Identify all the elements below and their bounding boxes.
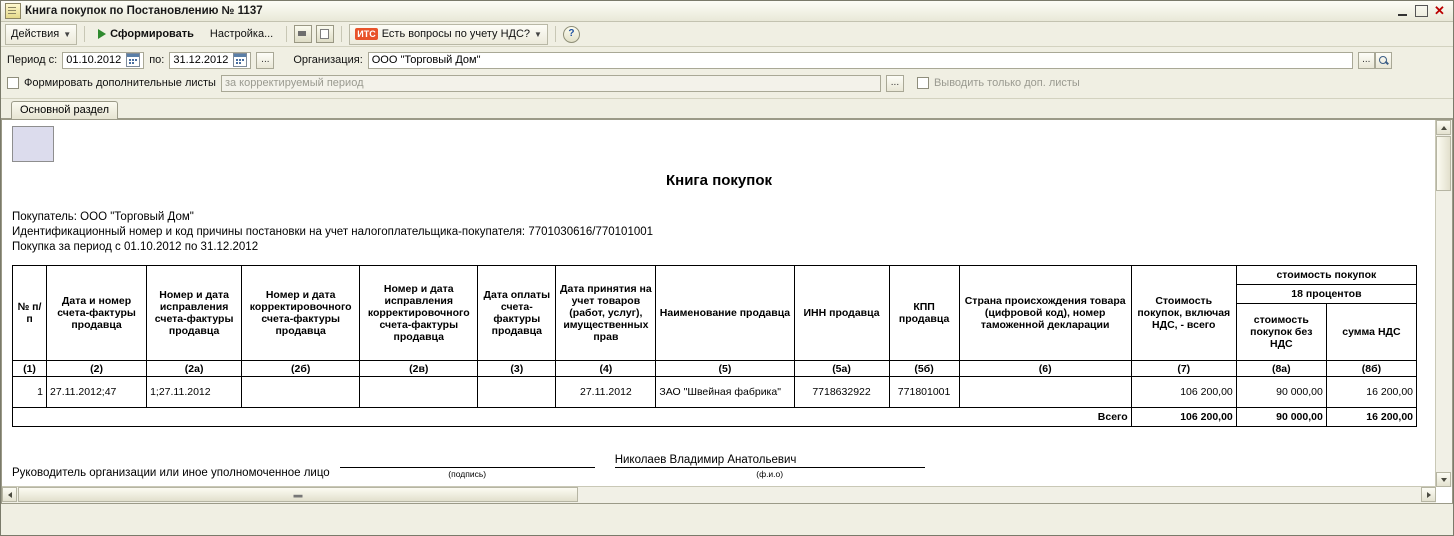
signature-label: Руководитель организации или иное уполномоченное лицо (12, 467, 330, 479)
period-select-button[interactable]: ... (256, 52, 274, 69)
signer-name: Николаев Владимир Анатольевич (614, 454, 797, 466)
buyer-line: Покупатель: ООО "Торговый Дом" (12, 211, 194, 223)
cell-vat: 16 200,00 (1326, 377, 1416, 408)
cell-num: 1 (13, 377, 47, 408)
inn-kpp-line: Идентификационный номер и код причины постановки на учет налогоплательщика-покупателя: 7701030616/770101001 (12, 226, 654, 238)
report-canvas[interactable] (2, 120, 1436, 487)
total-label: Всего (13, 408, 1132, 427)
organization-buttons (1358, 52, 1392, 69)
organization-input[interactable] (368, 52, 1353, 69)
selected-cell[interactable] (12, 126, 54, 162)
organization-value: ООО "Торговый Дом" (371, 54, 481, 66)
horizontal-scroll-thumb[interactable] (18, 487, 578, 502)
settings-label: Настройка... (209, 28, 274, 40)
total-without-vat: 90 000,00 (1236, 408, 1326, 427)
settings-button[interactable] (204, 24, 279, 45)
tab-main-section-label: Основной раздел (20, 104, 109, 116)
organization-label: Организация: (293, 54, 363, 66)
header-purchase-cost-group: стоимость покупок (1236, 266, 1416, 285)
period-row (7, 50, 1447, 70)
main-toolbar (1, 22, 1453, 47)
column-numbers-row (13, 361, 1417, 377)
colnum-6: (6) (959, 361, 1131, 377)
generate-button[interactable] (92, 24, 200, 45)
scroll-up-button[interactable] (1436, 120, 1451, 135)
generate-label: Сформировать (110, 28, 194, 40)
actions-menu-label: Действия (11, 28, 60, 40)
help-icon[interactable]: ? (563, 26, 580, 43)
table-header-row (13, 266, 1417, 285)
vertical-scroll-thumb[interactable] (1436, 136, 1451, 191)
minimize-button[interactable] (1397, 5, 1410, 18)
corrected-period-input[interactable] (221, 75, 881, 92)
extra-sheets-label: Формировать дополнительные листы (24, 77, 216, 89)
header-accept-date: Дата принятия на учет товаров (работ, услуг), имущественных прав (556, 266, 656, 361)
colnum-2b: (2б) (242, 361, 360, 377)
signature-row (12, 453, 1426, 479)
print-preview-icon[interactable] (316, 25, 334, 43)
header-payment-date: Дата оплаты счета-фактуры продавца (478, 266, 556, 361)
signature-line (340, 453, 595, 468)
header-country: Страна происхождения товара (цифровой код), номер таможенной декларации (959, 266, 1131, 361)
scroll-right-arrow-icon (1427, 492, 1431, 498)
title-bar (1, 1, 1453, 22)
toolbar-separator (84, 26, 85, 42)
colnum-2v: (2в) (360, 361, 478, 377)
window-controls (1397, 2, 1451, 18)
header-num: № п/п (13, 266, 47, 361)
only-extra-sheets-label: Выводить только доп. листы (933, 77, 1080, 89)
window-title: Книга покупок по Постановлению № 1137 (25, 5, 263, 17)
period-from-value: 01.10.2012 (66, 54, 122, 66)
cell-corrective-correction (360, 377, 478, 408)
cell-country (959, 377, 1131, 408)
colnum-7: (7) (1131, 361, 1236, 377)
chevron-down-icon: ▼ (63, 29, 72, 39)
its-badge: ИТС (357, 29, 376, 39)
printer-icon[interactable] (294, 25, 312, 43)
header-corrective-invoice: Номер и дата корректировочного счета-фактуры продавца (242, 266, 360, 361)
signer-line (615, 453, 925, 468)
play-icon (98, 29, 106, 39)
cell-kpp: 771801001 (889, 377, 959, 408)
its-label: Есть вопросы по учету НДС? (381, 28, 531, 40)
cell-seller: ЗАО "Швейная фабрика" (656, 377, 794, 408)
header-inn: ИНН продавца (794, 266, 889, 361)
report-title: Книга покупок (666, 172, 772, 189)
period-line: Покупка за период с 01.10.2012 по 31.12.2012 (12, 241, 259, 253)
colnum-5: (5) (656, 361, 794, 377)
colnum-5b: (5б) (889, 361, 959, 377)
cell-invoice: 27.11.2012;47 (47, 377, 147, 408)
cell-payment-date (478, 377, 556, 408)
extra-sheets-row (7, 73, 1447, 93)
scroll-left-arrow-icon (8, 492, 12, 498)
organization-select-button[interactable]: ... (1358, 52, 1375, 69)
cell-total-with-vat: 106 200,00 (1131, 377, 1236, 408)
signer-field (605, 453, 935, 479)
cell-without-vat: 90 000,00 (1236, 377, 1326, 408)
header-total-with-vat: Стоимость покупок, включая НДС, - всего (1131, 266, 1236, 361)
colnum-5a: (5а) (794, 361, 889, 377)
horizontal-scrollbar[interactable] (2, 486, 1436, 503)
scroll-right-button[interactable] (1421, 487, 1436, 502)
toolbar-separator-4 (555, 26, 556, 42)
period-to-input[interactable] (169, 52, 251, 69)
period-to-label: по: (149, 54, 165, 66)
header-18-percent: 18 процентов (1236, 285, 1416, 304)
actions-menu-button[interactable] (5, 24, 77, 45)
parameters-panel (1, 47, 1453, 99)
scroll-down-button[interactable] (1436, 472, 1451, 487)
signer-caption: (ф.и.о) (756, 469, 784, 479)
calendar-icon[interactable] (126, 53, 140, 67)
table-row[interactable] (13, 377, 1417, 408)
search-icon[interactable] (1375, 52, 1392, 69)
colnum-8b: (8б) (1326, 361, 1416, 377)
scroll-thumb-grip-icon: ▬ (293, 489, 303, 499)
extra-sheets-checkbox[interactable] (7, 77, 19, 89)
total-with-vat: 106 200,00 (1131, 408, 1236, 427)
close-button[interactable]: ✕ (1434, 2, 1445, 18)
tab-main-section[interactable] (11, 101, 118, 119)
corrected-period-placeholder: за корректируемый период (224, 77, 364, 89)
corrected-period-select-button[interactable]: ... (886, 75, 904, 92)
toolbar-separator-3 (341, 26, 342, 42)
colnum-3: (3) (478, 361, 556, 377)
cell-accept-date: 27.11.2012 (556, 377, 656, 408)
scroll-left-button[interactable] (2, 487, 17, 502)
document-icon (5, 3, 21, 19)
colnum-2a: (2а) (147, 361, 242, 377)
its-link-button[interactable] (349, 24, 548, 45)
cell-correction-invoice: 1;27.11.2012 (147, 377, 242, 408)
cell-corrective-invoice (242, 377, 360, 408)
colnum-1: (1) (13, 361, 47, 377)
maximize-button[interactable] (1415, 5, 1428, 17)
purchase-book-table (12, 265, 1417, 427)
report-area (1, 119, 1453, 504)
signature-field (330, 453, 605, 479)
header-without-vat: стоимость покупок без НДС (1236, 304, 1326, 361)
header-vat-amount: сумма НДС (1326, 304, 1416, 361)
header-seller: Наименование продавца (656, 266, 794, 361)
signature-caption: (подпись) (448, 469, 487, 479)
header-invoice: Дата и номер счета-фактуры продавца (47, 266, 147, 361)
vertical-scrollbar[interactable] (1435, 120, 1452, 487)
colnum-4: (4) (556, 361, 656, 377)
cell-inn: 7718632922 (794, 377, 889, 408)
only-extra-sheets-checkbox[interactable] (917, 77, 929, 89)
period-from-label: Период с: (7, 54, 58, 66)
period-from-input[interactable] (62, 52, 144, 69)
header-corrective-correction: Номер и дата исправления корректировочного счета-фактуры продавца (360, 266, 478, 361)
calendar-icon-2[interactable] (233, 53, 247, 67)
total-vat: 16 200,00 (1326, 408, 1416, 427)
colnum-8a: (8а) (1236, 361, 1326, 377)
tab-strip (1, 99, 1453, 119)
scroll-down-arrow-icon (1441, 478, 1447, 482)
toolbar-separator-2 (286, 26, 287, 42)
colnum-2: (2) (47, 361, 147, 377)
total-row (13, 408, 1417, 427)
scroll-up-arrow-icon (1441, 126, 1447, 130)
status-bar (1, 521, 1453, 535)
header-kpp: КПП продавца (889, 266, 959, 361)
period-to-value: 31.12.2012 (173, 54, 229, 66)
chevron-down-icon-its: ▼ (534, 29, 542, 39)
header-correction-invoice: Номер и дата исправления счета-фактуры продавца (147, 266, 242, 361)
